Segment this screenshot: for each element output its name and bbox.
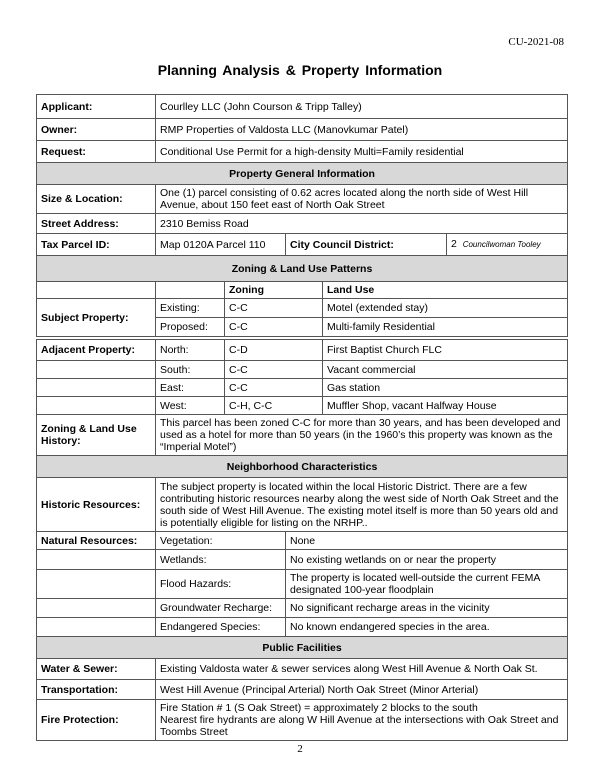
north-use: First Baptist Church FLC (323, 340, 568, 361)
groundwater-row (37, 599, 568, 618)
proposed-zoning: C-C (225, 318, 323, 337)
adjacent-west-row (37, 397, 568, 415)
district-label: City Council District: (286, 234, 447, 256)
species-row (37, 618, 568, 637)
applicant-label: Applicant: (37, 95, 156, 119)
adjacent-label: Adjacent Property: (37, 340, 156, 361)
size-value: One (1) parcel consisting of 0.62 acres located along the north side of West Hill Avenue, about 150 feet east of North Oak Street (156, 185, 568, 214)
section-heading: Zoning & Land Use Patterns (37, 256, 568, 282)
south-zoning: C-C (225, 361, 323, 379)
history-value: This parcel has been zoned C-C for more than 30 years, and has been developed and used as a hotel for more than 50 years (in the 1960’s this property was known as the “Imperial Motel”) (156, 415, 568, 456)
west-label: West: (156, 397, 225, 415)
page-title: Planning Analysis & Property Information (157, 62, 443, 78)
north-zoning: C-D (225, 340, 323, 361)
tax-label: Tax Parcel ID: (37, 234, 156, 256)
transportation-row (37, 680, 568, 700)
existing-use: Motel (extended stay) (323, 299, 568, 318)
fire-line-2: Nearest fire hydrants are along W Hill Avenue at the intersections with Oak Street and Toombs Street (160, 714, 559, 738)
groundwater-label: Groundwater Recharge: (156, 599, 286, 618)
historic-resources-row (37, 478, 568, 532)
applicant-value: Courlley LLC (John Courson & Tripp Talley) (156, 95, 568, 119)
existing-zoning: C-C (225, 299, 323, 318)
proposed-label: Proposed: (156, 318, 225, 337)
section-property-general (37, 163, 568, 185)
section-public-facilities (37, 637, 568, 659)
existing-label: Existing: (156, 299, 225, 318)
street-label: Street Address: (37, 214, 156, 234)
street-value: 2310 Bemiss Road (156, 214, 568, 234)
wetlands-label: Wetlands: (156, 550, 286, 570)
applicant-row (37, 95, 568, 119)
east-label: East: (156, 379, 225, 397)
fire-line-1: Fire Station # 1 (S Oak Street) = approximately 2 blocks to the south (160, 702, 478, 714)
district-value (447, 234, 568, 256)
owner-row (37, 119, 568, 141)
section-heading: Public Facilities (37, 637, 568, 659)
south-label: South: (156, 361, 225, 379)
transport-label: Transportation: (37, 680, 156, 700)
zoning-header-row (37, 282, 568, 299)
request-row (37, 141, 568, 163)
north-label: North: (156, 340, 225, 361)
zoning-history-row (37, 415, 568, 456)
case-number: CU-2021-08 (508, 36, 564, 48)
fire-label: Fire Protection: (37, 700, 156, 741)
section-heading: Property General Information (37, 163, 568, 185)
east-use: Gas station (323, 379, 568, 397)
flood-label: Flood Hazards: (156, 570, 286, 599)
natural-label: Natural Resources: (37, 532, 156, 550)
tax-value: Map 0120A Parcel 110 (156, 234, 286, 256)
adjacent-north-row (37, 340, 568, 361)
fire-protection-row (37, 700, 568, 741)
south-use: Vacant commercial (323, 361, 568, 379)
subject-label: Subject Property: (37, 299, 156, 337)
adjacent-south-row (37, 361, 568, 379)
col-land-use: Land Use (323, 282, 568, 299)
historic-label: Historic Resources: (37, 478, 156, 532)
water-label: Water & Sewer: (37, 659, 156, 680)
flood-row (37, 570, 568, 599)
history-label: Zoning & Land Use History: (37, 415, 156, 456)
groundwater-value: No significant recharge areas in the vicinity (286, 599, 568, 618)
flood-value: The property is located well-outside the current FEMA designated 100-year floodplain (286, 570, 568, 599)
water-value: Existing Valdosta water & sewer services along West Hill Avenue & North Oak St. (156, 659, 568, 680)
district-number: 2 (451, 238, 457, 250)
vegetation-value: None (286, 532, 568, 550)
water-sewer-row (37, 659, 568, 680)
request-value: Conditional Use Permit for a high-density Multi=Family residential (156, 141, 568, 163)
property-info-table (36, 94, 568, 741)
vegetation-label: Vegetation: (156, 532, 286, 550)
wetlands-value: No existing wetlands on or near the property (286, 550, 568, 570)
page-number: 2 (297, 743, 303, 755)
vegetation-row (37, 532, 568, 550)
adjacent-east-row (37, 379, 568, 397)
col-zoning: Zoning (225, 282, 323, 299)
east-zoning: C-C (225, 379, 323, 397)
request-label: Request: (37, 141, 156, 163)
district-member: Councilwoman Tooley (462, 240, 541, 249)
proposed-use: Multi-family Residential (323, 318, 568, 337)
owner-value: RMP Properties of Valdosta LLC (Manovkumar Patel) (156, 119, 568, 141)
size-label: Size & Location: (37, 185, 156, 214)
subject-existing-row (37, 299, 568, 318)
section-neighborhood (37, 456, 568, 478)
street-address-row (37, 214, 568, 234)
wetlands-row (37, 550, 568, 570)
size-location-row (37, 185, 568, 214)
species-value: No known endangered species in the area. (286, 618, 568, 637)
owner-label: Owner: (37, 119, 156, 141)
species-label: Endangered Species: (156, 618, 286, 637)
west-zoning: C-H, C-C (225, 397, 323, 415)
historic-value: The subject property is located within the local Historic District. There are a few contributing historic resources nearby along the west side of North Oak Street and the south side of West Hill Avenue. The existing motel itself is more than 50 years old and is potentially eligible for listing on the NRHP.. (156, 478, 568, 532)
transport-value: West Hill Avenue (Principal Arterial) North Oak Street (Minor Arterial) (156, 680, 568, 700)
west-use: Muffler Shop, vacant Halfway House (323, 397, 568, 415)
section-zoning (37, 256, 568, 282)
tax-parcel-row (37, 234, 568, 256)
fire-value (156, 700, 568, 741)
section-heading: Neighborhood Characteristics (37, 456, 568, 478)
